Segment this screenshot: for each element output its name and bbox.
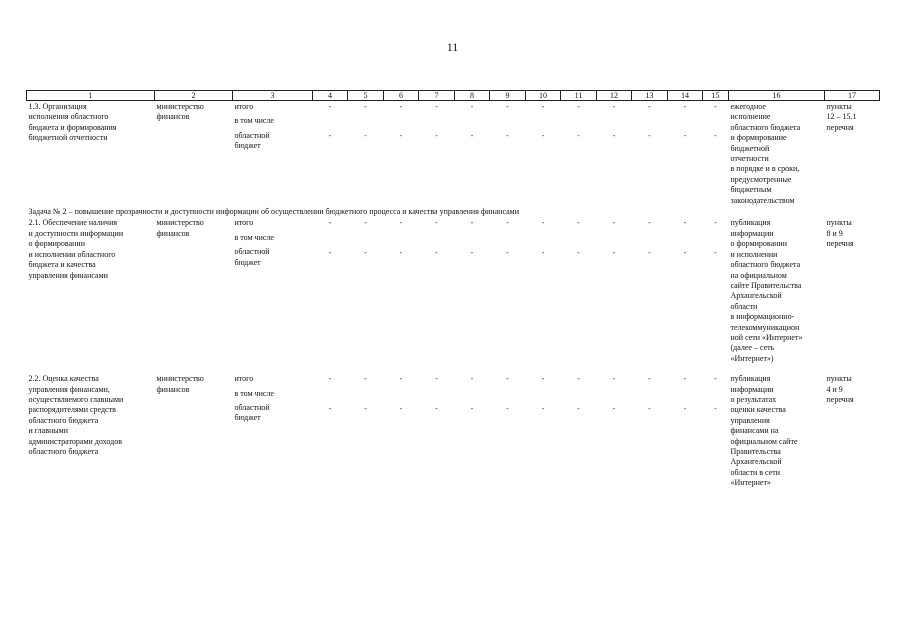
funding-value-cell: [597, 101, 632, 207]
funding-value-total: -: [683, 218, 687, 228]
column-number-row: [27, 91, 880, 101]
funding-value-regional: -: [577, 403, 580, 413]
funding-source-line: в том числе: [234, 232, 274, 242]
expected-result-cell-line: предусмотренные: [730, 174, 792, 184]
expected-result-cell-line: и исполнении: [730, 249, 778, 259]
funding-source-line: бюджет: [234, 257, 261, 267]
funding-value-cell: [313, 373, 348, 488]
column-number: 9: [490, 91, 526, 101]
funding-value-cell: [561, 373, 597, 488]
measure-name-cell-line: исполнения областного: [28, 112, 109, 122]
executor-cell: [155, 101, 233, 207]
funding-value-total: -: [506, 374, 509, 384]
expected-result-cell-line: Правительства: [730, 447, 781, 456]
column-number: 14: [668, 91, 703, 101]
expected-result-cell-line: области: [730, 301, 758, 311]
funding-source-line: итого: [234, 218, 254, 228]
funding-value-cell: [632, 101, 668, 207]
funding-value-total: -: [683, 374, 687, 384]
measure-name-cell: [27, 373, 155, 488]
expected-result-cell-line: отчетности: [730, 154, 769, 164]
funding-value-cell: [526, 217, 561, 364]
funding-value-total: -: [506, 102, 509, 111]
funding-source-line: в том числе: [234, 388, 274, 398]
funding-value-cell: [703, 217, 729, 364]
funding-value-total: -: [683, 102, 687, 111]
column-number: 8: [455, 91, 490, 101]
expected-result-cell-line: в порядке и в сроки,: [730, 164, 800, 174]
reference-cell-line: перечня: [826, 239, 854, 249]
funding-value-total: -: [714, 102, 717, 111]
expected-result-cell-line: области в сети: [730, 467, 780, 477]
funding-value-cell: [348, 101, 384, 207]
funding-value-total: -: [577, 102, 580, 111]
expected-result-cell-line: управления: [730, 415, 770, 425]
measure-name-cell-line: 1.3. Организация: [28, 102, 87, 111]
funding-value-regional: -: [714, 131, 717, 141]
funding-value-regional: -: [328, 247, 332, 257]
expected-result-cell: [729, 101, 825, 207]
column-number: 11: [561, 91, 597, 101]
funding-value-total: -: [364, 218, 367, 228]
expected-result-cell-line: информации: [730, 228, 774, 238]
measure-name-cell: [27, 217, 155, 364]
funding-value-cell: [348, 373, 384, 488]
funding-value-cell: [632, 217, 668, 364]
funding-value-cell: [384, 101, 419, 207]
funding-value-regional: -: [683, 403, 687, 413]
measure-name-cell-line: областного бюджета: [28, 447, 99, 456]
reference-cell-line: пункты: [826, 102, 852, 111]
measure-name-cell-line: распорядителями средств: [28, 405, 116, 415]
funding-value-cell: [455, 101, 490, 207]
funding-source-cell: [233, 217, 313, 364]
executor-cell: [155, 217, 233, 364]
funding-value-total: -: [714, 218, 717, 228]
funding-value-regional: -: [714, 247, 717, 257]
executor-cell-line: финансов: [156, 228, 190, 238]
measure-name-cell-line: и доступности информации: [28, 228, 124, 238]
task-heading-row: [27, 206, 880, 217]
funding-source-line: бюджет: [234, 413, 261, 423]
funding-value-cell: [668, 373, 703, 488]
funding-value-cell: [632, 373, 668, 488]
measure-name-cell-line: бюджетной отчетности: [28, 133, 108, 143]
reference-cell-line: пункты: [826, 374, 852, 384]
executor-cell-line: министерство: [156, 102, 204, 111]
expected-result-cell-line: «Интернет»): [730, 353, 774, 363]
funding-value-total: -: [435, 374, 438, 384]
funding-value-cell: [490, 373, 526, 488]
measure-name-cell: [27, 101, 155, 207]
funding-source-line: в том числе: [234, 116, 274, 126]
funding-value-regional: -: [648, 131, 651, 141]
funding-value-regional: -: [364, 403, 367, 413]
expected-result-cell-line: оценки качества: [730, 405, 786, 415]
measure-row: [27, 217, 880, 364]
reference-cell: [825, 373, 880, 488]
expected-result-cell-line: публикация: [730, 374, 771, 384]
funding-value-regional: -: [328, 403, 332, 413]
measure-row: [27, 101, 880, 207]
funding-value-cell: [313, 217, 348, 364]
funding-value-regional: -: [683, 131, 687, 141]
funding-value-cell: [668, 101, 703, 207]
expected-result-cell-line: о формировании: [730, 239, 787, 249]
funding-value-total: -: [399, 218, 403, 228]
expected-result-cell-line: ной сети «Интернет»: [730, 332, 803, 342]
funding-value-cell: [490, 101, 526, 207]
funding-value-cell: [526, 101, 561, 207]
funding-value-total: -: [714, 374, 717, 384]
funding-source-line: областной: [234, 247, 270, 257]
funding-value-regional: -: [435, 131, 438, 141]
expected-result-cell-line: и формирование: [730, 133, 787, 143]
expected-result-cell-line: Архангельской: [730, 291, 782, 301]
funding-value-regional: -: [399, 403, 403, 413]
expected-result-cell-line: Архангельской: [730, 457, 782, 467]
funding-value-total: -: [648, 102, 651, 111]
funding-value-cell: [526, 373, 561, 488]
funding-value-regional: -: [541, 403, 545, 413]
funding-value-total: -: [328, 374, 332, 384]
measure-name-cell-line: и исполнении областного: [28, 249, 116, 259]
funding-value-cell: [668, 217, 703, 364]
expected-result-cell-line: на официальном: [730, 270, 787, 280]
funding-value-cell: [490, 217, 526, 364]
executor-cell-line: финансов: [156, 112, 190, 122]
funding-value-total: -: [577, 374, 580, 384]
expected-result-cell-line: законодательством: [730, 195, 795, 205]
funding-value-cell: [597, 217, 632, 364]
measure-name-cell-line: и главными: [28, 426, 68, 436]
funding-value-cell: [419, 101, 455, 207]
reference-cell: [825, 101, 880, 207]
measure-name-cell-line: областного бюджета: [28, 415, 99, 425]
funding-value-total: -: [470, 374, 474, 384]
funding-value-regional: -: [612, 403, 616, 413]
expected-result-cell: [729, 217, 825, 364]
funding-value-regional: -: [328, 131, 332, 141]
expected-result-cell-line: финансами на: [730, 426, 779, 436]
funding-value-total: -: [328, 218, 332, 228]
expected-result-cell-line: (далее – сеть: [730, 343, 775, 353]
funding-value-regional: -: [435, 247, 438, 257]
funding-value-regional: -: [541, 247, 545, 257]
executor-cell-line: министерство: [156, 218, 204, 228]
funding-source-cell: [233, 101, 313, 207]
reference-cell-line: перечня: [826, 122, 854, 132]
column-number: 4: [313, 91, 348, 101]
funding-value-total: -: [541, 374, 545, 384]
column-number: 5: [348, 91, 384, 101]
reference-cell-line: 4 и 9: [826, 384, 843, 394]
funding-value-regional: -: [399, 247, 403, 257]
executor-cell: [155, 373, 233, 488]
executor-cell-line: министерство: [156, 374, 204, 384]
column-number: 6: [384, 91, 419, 101]
expected-result-cell-line: областного бюджета: [730, 122, 801, 132]
expected-result-cell-line: «Интернет»: [730, 478, 771, 488]
funding-value-total: -: [648, 218, 651, 228]
column-number: 1: [27, 91, 155, 101]
measure-row: [27, 373, 880, 488]
executor-cell-line: финансов: [156, 384, 190, 394]
expected-result-cell-line: в информационно-: [730, 312, 795, 322]
funding-source-line: бюджет: [234, 141, 261, 151]
funding-value-total: -: [612, 218, 616, 228]
funding-value-total: -: [470, 218, 474, 228]
expected-result-cell-line: публикация: [730, 218, 771, 228]
expected-result-cell-line: о результатах: [730, 394, 777, 404]
funding-value-regional: -: [683, 247, 687, 257]
funding-value-total: -: [612, 374, 616, 384]
funding-value-regional: -: [364, 131, 367, 141]
funding-source-line: итого: [234, 102, 254, 111]
funding-value-regional: -: [506, 131, 509, 141]
column-number: 13: [632, 91, 668, 101]
funding-value-regional: -: [577, 131, 580, 141]
measure-name-cell-line: 2.1. Обеспечение наличия: [28, 218, 118, 228]
funding-value-total: -: [577, 218, 580, 228]
funding-value-cell: [597, 373, 632, 488]
funding-value-regional: -: [541, 131, 545, 141]
funding-value-cell: [703, 373, 729, 488]
funding-value-regional: -: [577, 247, 580, 257]
reference-cell-line: 12 – 15.1: [826, 112, 857, 122]
funding-value-total: -: [541, 102, 545, 111]
column-number: 7: [419, 91, 455, 101]
funding-value-total: -: [541, 218, 545, 228]
funding-value-regional: -: [648, 403, 651, 413]
funding-value-regional: -: [506, 403, 509, 413]
funding-value-total: -: [399, 102, 403, 111]
funding-value-total: -: [435, 102, 438, 111]
funding-value-total: -: [612, 102, 616, 111]
column-number: 2: [155, 91, 233, 101]
funding-value-total: -: [364, 102, 367, 111]
expected-result-cell-line: ежегодное: [730, 102, 766, 111]
funding-value-total: -: [470, 102, 474, 111]
expected-result-cell-line: исполнение: [730, 112, 771, 122]
funding-value-regional: -: [435, 403, 438, 413]
funding-value-cell: [703, 101, 729, 207]
measure-name-cell-line: 2.2. Оценка качества: [28, 374, 99, 384]
column-number: 16: [729, 91, 825, 101]
measure-name-cell-line: управления финансами: [28, 270, 108, 280]
funding-value-total: -: [328, 102, 332, 111]
funding-value-regional: -: [470, 403, 474, 413]
funding-value-cell: [384, 373, 419, 488]
funding-source-line: итого: [234, 374, 254, 384]
funding-value-total: -: [435, 218, 438, 228]
expected-result-cell-line: бюджетной: [730, 143, 770, 153]
column-number: 17: [825, 91, 880, 101]
column-number: 12: [597, 91, 632, 101]
funding-value-cell: [561, 217, 597, 364]
measure-name-cell-line: администраторами доходов: [28, 436, 122, 446]
funding-value-cell: [561, 101, 597, 207]
measure-name-cell-line: осуществляемого главными: [28, 394, 124, 404]
column-number: 3: [233, 91, 313, 101]
funding-value-cell: [455, 373, 490, 488]
funding-source-line: областной: [234, 130, 270, 140]
funding-value-regional: -: [470, 131, 474, 141]
expected-result-cell-line: телекоммуникацион: [730, 322, 800, 332]
expected-result-cell-line: сайте Правительства: [730, 280, 802, 290]
reference-cell-line: пункты: [826, 218, 852, 228]
funding-value-total: -: [364, 374, 367, 384]
column-number: 10: [526, 91, 561, 101]
measure-name-cell-line: управления финансами,: [28, 384, 110, 394]
column-number: 15: [703, 91, 729, 101]
funding-value-cell: [348, 217, 384, 364]
funding-value-regional: -: [399, 131, 403, 141]
funding-value-regional: -: [612, 131, 616, 141]
funding-value-cell: [455, 217, 490, 364]
measure-name-cell-line: бюджета и формирования: [28, 122, 117, 132]
expected-result-cell: [729, 373, 825, 488]
expected-result-cell-line: информации: [730, 384, 774, 394]
page-number: 11: [446, 40, 459, 54]
funding-value-regional: -: [506, 247, 509, 257]
reference-cell-line: 8 и 9: [826, 228, 843, 238]
funding-value-total: -: [399, 374, 403, 384]
task-heading: Задача № 2 – повышение прозрачности и доступности информации об осуществлении бюджетного процесса и качества управления финансами: [28, 207, 520, 217]
funding-source-line: областной: [234, 402, 270, 412]
funding-value-regional: -: [364, 247, 367, 257]
expected-result-cell-line: областного бюджета: [730, 260, 801, 270]
program-table: [26, 90, 880, 489]
funding-value-cell: [419, 217, 455, 364]
funding-value-regional: -: [714, 403, 717, 413]
funding-value-regional: -: [612, 247, 616, 257]
expected-result-cell-line: бюджетным: [730, 185, 772, 195]
funding-value-total: -: [506, 218, 509, 228]
measure-name-cell-line: бюджета и качества: [28, 260, 96, 270]
funding-value-cell: [313, 101, 348, 207]
reference-cell: [825, 217, 880, 364]
funding-source-cell: [233, 373, 313, 488]
measure-name-cell-line: о формировании: [28, 239, 85, 249]
funding-value-cell: [419, 373, 455, 488]
funding-value-regional: -: [648, 247, 651, 257]
funding-value-cell: [384, 217, 419, 364]
reference-cell-line: перечня: [826, 394, 854, 404]
expected-result-cell-line: официальном сайте: [730, 436, 798, 446]
funding-value-total: -: [648, 374, 651, 384]
funding-value-regional: -: [470, 247, 474, 257]
